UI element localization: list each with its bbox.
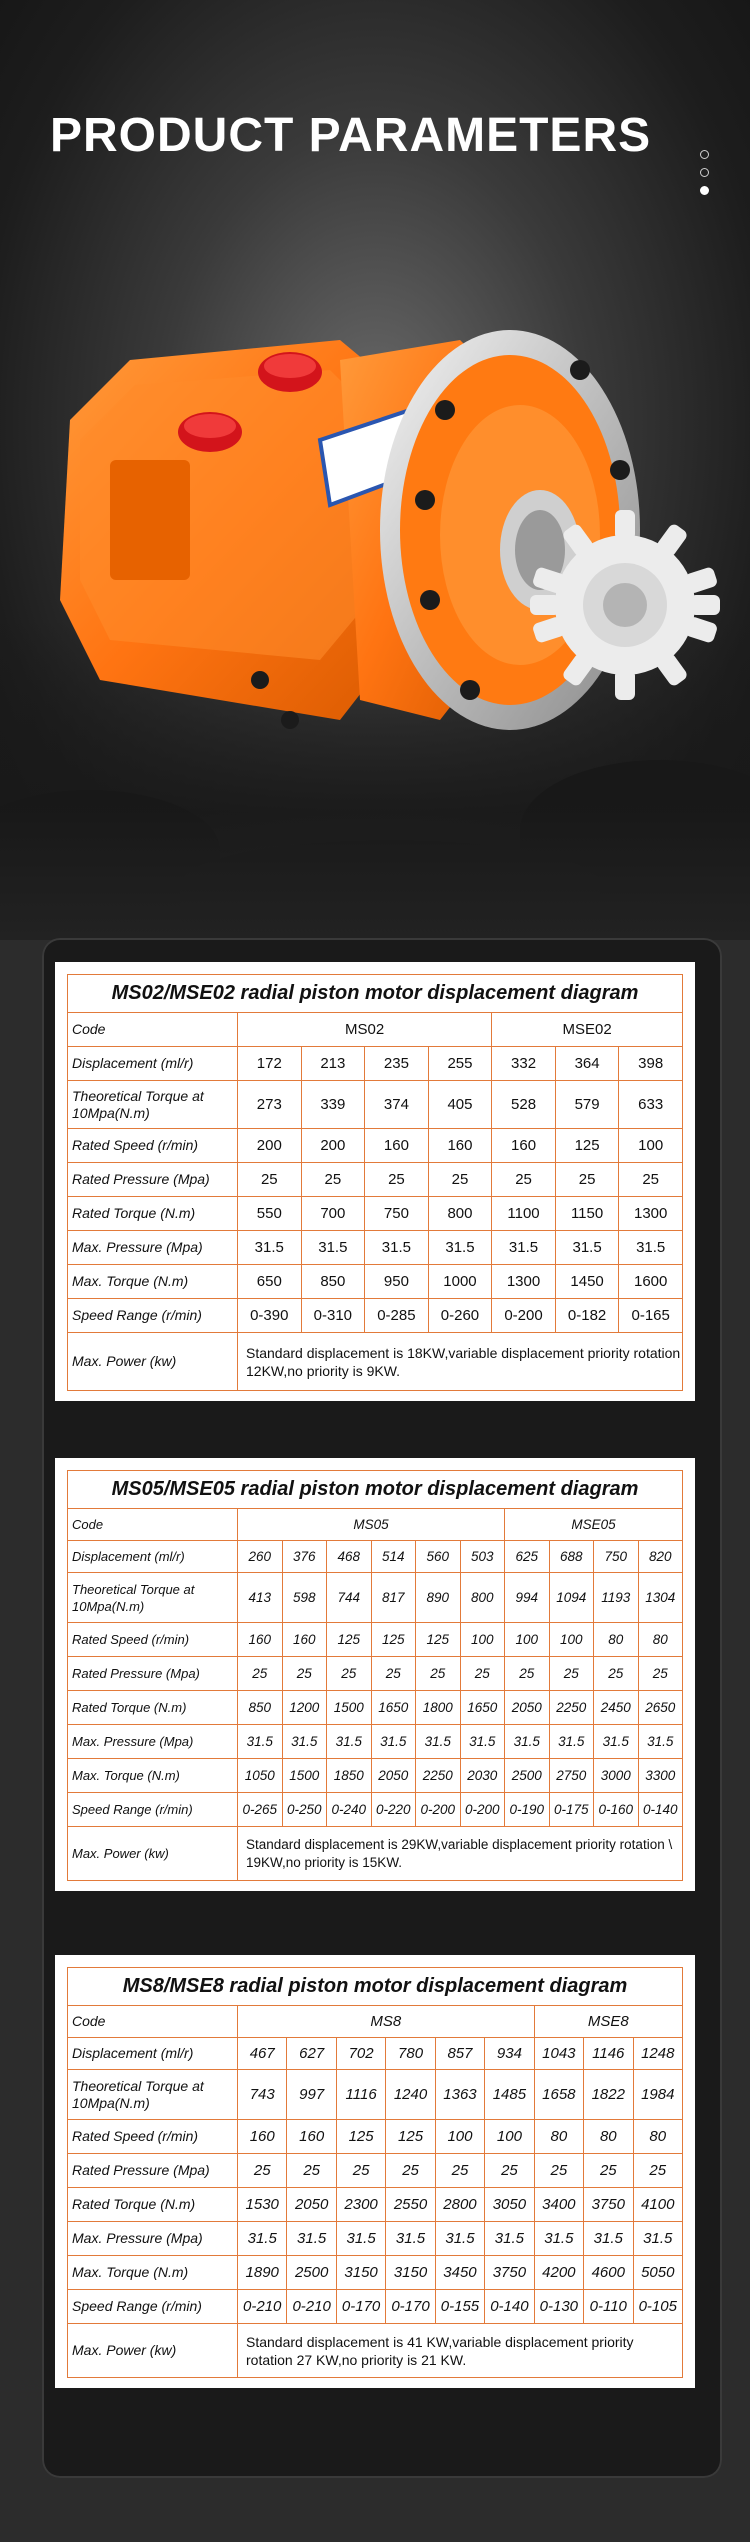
table-cell: 0-220 xyxy=(371,1793,416,1827)
row-label: Rated Torque (N.m) xyxy=(68,2188,238,2222)
table-cell: 579 xyxy=(555,1081,619,1129)
table-cell: 80 xyxy=(534,2120,583,2154)
spec-table xyxy=(67,2005,683,2378)
table-cell: 3050 xyxy=(485,2188,534,2222)
table-cell: 702 xyxy=(336,2038,385,2070)
table-cell: 31.5 xyxy=(238,2222,287,2256)
table-cell: 100 xyxy=(619,1129,683,1163)
table-cell: 405 xyxy=(428,1081,492,1129)
table-cell: 0-140 xyxy=(485,2290,534,2324)
table-cell: 25 xyxy=(238,2154,287,2188)
table-cell: 550 xyxy=(238,1197,302,1231)
table-cell: 2050 xyxy=(505,1691,550,1725)
table-cell: 80 xyxy=(633,2120,683,2154)
table-cell: 80 xyxy=(594,1623,639,1657)
table-cell: 1450 xyxy=(555,1265,619,1299)
table-cell: 0-310 xyxy=(301,1299,365,1333)
table-row xyxy=(68,2290,683,2324)
table-cell: 1200 xyxy=(282,1691,327,1725)
table-cell: 25 xyxy=(287,2154,336,2188)
table-cell: 850 xyxy=(238,1691,283,1725)
table-cell: 780 xyxy=(386,2038,435,2070)
table-cell: 160 xyxy=(238,1623,283,1657)
table-cell: 31.5 xyxy=(460,1725,505,1759)
row-label: Max. Power (kw) xyxy=(68,1333,238,1391)
table-cell: 0-170 xyxy=(386,2290,435,2324)
table-cell: 2250 xyxy=(416,1759,461,1793)
row-label: Theoretical Torque at 10Mpa(N.m) xyxy=(68,1573,238,1623)
model-group-header: MSE02 xyxy=(492,1013,683,1047)
table-cell: 25 xyxy=(238,1163,302,1197)
table-cell: 800 xyxy=(428,1197,492,1231)
table-cell: 160 xyxy=(282,1623,327,1657)
row-label: Code xyxy=(68,2006,238,2038)
table-cell: 160 xyxy=(365,1129,429,1163)
table-cell: 1248 xyxy=(633,2038,683,2070)
table-cell: 467 xyxy=(238,2038,287,2070)
table-cell: 31.5 xyxy=(638,1725,683,1759)
spec-table xyxy=(67,1012,683,1391)
table-cell: 31.5 xyxy=(534,2222,583,2256)
table-cell: 80 xyxy=(584,2120,633,2154)
table-cell: 31.5 xyxy=(549,1725,594,1759)
table-row xyxy=(68,2188,683,2222)
table-row xyxy=(68,1197,683,1231)
table-cell: 934 xyxy=(485,2038,534,2070)
card-title: MS02/MSE02 radial piston motor displacement diagram xyxy=(67,974,683,1012)
table-cell: 0-285 xyxy=(365,1299,429,1333)
carousel-dot-active[interactable] xyxy=(700,186,709,195)
table-cell: 994 xyxy=(505,1573,550,1623)
table-row xyxy=(68,1657,683,1691)
table-cell: 0-175 xyxy=(549,1793,594,1827)
table-cell: 0-200 xyxy=(460,1793,505,1827)
table-cell: 125 xyxy=(555,1129,619,1163)
table-cell: 468 xyxy=(327,1541,372,1573)
table-cell: 25 xyxy=(386,2154,435,2188)
table-cell: 3000 xyxy=(594,1759,639,1793)
table-cell: 1530 xyxy=(238,2188,287,2222)
table-cell: 0-170 xyxy=(336,2290,385,2324)
table-cell: 376 xyxy=(282,1541,327,1573)
table-cell: 2030 xyxy=(460,1759,505,1793)
table-cell: 1984 xyxy=(633,2070,683,2120)
table-cell: 255 xyxy=(428,1047,492,1081)
table-cell: 339 xyxy=(301,1081,365,1129)
table-cell: 0-182 xyxy=(555,1299,619,1333)
table-cell: 1300 xyxy=(492,1265,556,1299)
table-cell: 1150 xyxy=(555,1197,619,1231)
row-label: Max. Power (kw) xyxy=(68,2324,238,2378)
table-cell: 25 xyxy=(327,1657,372,1691)
table-cell: 3150 xyxy=(386,2256,435,2290)
table-cell: 25 xyxy=(594,1657,639,1691)
table-row xyxy=(68,1623,683,1657)
table-cell: 0-260 xyxy=(428,1299,492,1333)
table-cell: 1500 xyxy=(327,1691,372,1725)
table-cell: 31.5 xyxy=(633,2222,683,2256)
row-label: Max. Torque (N.m) xyxy=(68,2256,238,2290)
table-row xyxy=(68,2120,683,2154)
table-cell: 633 xyxy=(619,1081,683,1129)
row-label: Rated Pressure (Mpa) xyxy=(68,1657,238,1691)
table-row xyxy=(68,1573,683,1623)
row-label: Rated Speed (r/min) xyxy=(68,1623,238,1657)
table-cell: 25 xyxy=(460,1657,505,1691)
table-cell: 0-250 xyxy=(282,1793,327,1827)
table-cell: 1658 xyxy=(534,2070,583,2120)
table-cell: 1363 xyxy=(435,2070,484,2120)
table-cell: 890 xyxy=(416,1573,461,1623)
table-cell: 4200 xyxy=(534,2256,583,2290)
table-cell: 3750 xyxy=(584,2188,633,2222)
table-cell: 31.5 xyxy=(287,2222,336,2256)
model-group-header: MS05 xyxy=(238,1509,505,1541)
row-label: Speed Range (r/min) xyxy=(68,2290,238,2324)
table-cell: 31.5 xyxy=(336,2222,385,2256)
table-cell: 31.5 xyxy=(619,1231,683,1265)
table-cell: 125 xyxy=(327,1623,372,1657)
table-cell: 1240 xyxy=(386,2070,435,2120)
table-cell: 160 xyxy=(428,1129,492,1163)
model-group-header: MSE8 xyxy=(534,2006,682,2038)
carousel-dot[interactable] xyxy=(700,168,709,177)
table-cell: 743 xyxy=(238,2070,287,2120)
table-cell: 0-105 xyxy=(633,2290,683,2324)
table-cell: 364 xyxy=(555,1047,619,1081)
row-label: Rated Speed (r/min) xyxy=(68,2120,238,2154)
table-cell: 1043 xyxy=(534,2038,583,2070)
table-cell: 528 xyxy=(492,1081,556,1129)
row-label: Displacement (ml/r) xyxy=(68,1047,238,1081)
row-label: Code xyxy=(68,1013,238,1047)
table-cell: 744 xyxy=(327,1573,372,1623)
table-cell: 688 xyxy=(549,1541,594,1573)
table-cell: 0-200 xyxy=(416,1793,461,1827)
table-cell: 0-130 xyxy=(534,2290,583,2324)
table-cell: 1500 xyxy=(282,1759,327,1793)
table-cell: 5050 xyxy=(633,2256,683,2290)
table-cell: 100 xyxy=(485,2120,534,2154)
model-group-header: MS02 xyxy=(238,1013,492,1047)
table-row xyxy=(68,1541,683,1573)
table-row xyxy=(68,1333,683,1391)
row-label: Displacement (ml/r) xyxy=(68,1541,238,1573)
table-cell: 398 xyxy=(619,1047,683,1081)
table-cell: 560 xyxy=(416,1541,461,1573)
table-cell: 1304 xyxy=(638,1573,683,1623)
table-cell: 857 xyxy=(435,2038,484,2070)
table-cell: 125 xyxy=(386,2120,435,2154)
table-cell: 3300 xyxy=(638,1759,683,1793)
table-cell: 2050 xyxy=(287,2188,336,2222)
table-cell: 950 xyxy=(365,1265,429,1299)
table-cell: 1146 xyxy=(584,2038,633,2070)
row-label: Theoretical Torque at 10Mpa(N.m) xyxy=(68,1081,238,1129)
table-cell: 172 xyxy=(238,1047,302,1081)
table-cell: 25 xyxy=(428,1163,492,1197)
table-cell: 31.5 xyxy=(238,1231,302,1265)
table-cell: 413 xyxy=(238,1573,283,1623)
table-cell: 31.5 xyxy=(428,1231,492,1265)
table-cell: 1300 xyxy=(619,1197,683,1231)
table-cell: 650 xyxy=(238,1265,302,1299)
row-label: Speed Range (r/min) xyxy=(68,1299,238,1333)
table-cell: 25 xyxy=(365,1163,429,1197)
table-cell: 0-265 xyxy=(238,1793,283,1827)
table-cell: 25 xyxy=(619,1163,683,1197)
row-label: Code xyxy=(68,1509,238,1541)
spec-card xyxy=(55,1458,695,1891)
table-cell: 125 xyxy=(416,1623,461,1657)
table-cell: 0-160 xyxy=(594,1793,639,1827)
table-cell: 200 xyxy=(301,1129,365,1163)
table-cell: 0-165 xyxy=(619,1299,683,1333)
table-cell: 125 xyxy=(371,1623,416,1657)
table-cell: 31.5 xyxy=(301,1231,365,1265)
table-cell: 25 xyxy=(416,1657,461,1691)
table-cell: 125 xyxy=(336,2120,385,2154)
table-cell: 3400 xyxy=(534,2188,583,2222)
table-cell: 25 xyxy=(435,2154,484,2188)
hydraulic-motor-image xyxy=(40,300,720,820)
row-label: Speed Range (r/min) xyxy=(68,1793,238,1827)
table-cell: 1000 xyxy=(428,1265,492,1299)
table-cell: 25 xyxy=(301,1163,365,1197)
table-cell: 1116 xyxy=(336,2070,385,2120)
table-cell: 1822 xyxy=(584,2070,633,2120)
table-row xyxy=(68,1725,683,1759)
table-cell: 0-240 xyxy=(327,1793,372,1827)
table-cell: 800 xyxy=(460,1573,505,1623)
table-cell: 25 xyxy=(555,1163,619,1197)
table-row xyxy=(68,2256,683,2290)
hero-banner xyxy=(0,0,750,940)
table-cell: 31.5 xyxy=(485,2222,534,2256)
table-row xyxy=(68,2038,683,2070)
table-row xyxy=(68,1827,683,1881)
table-cell: 1850 xyxy=(327,1759,372,1793)
table-cell: 1800 xyxy=(416,1691,461,1725)
table-cell: 0-190 xyxy=(505,1793,550,1827)
row-label: Rated Torque (N.m) xyxy=(68,1691,238,1725)
table-cell: 332 xyxy=(492,1047,556,1081)
table-row xyxy=(68,1047,683,1081)
table-cell: 1193 xyxy=(594,1573,639,1623)
page-title: PRODUCT PARAMETERS xyxy=(50,109,652,162)
carousel-dot[interactable] xyxy=(700,150,709,159)
spec-table xyxy=(67,1508,683,1881)
table-cell: 100 xyxy=(435,2120,484,2154)
table-cell: 700 xyxy=(301,1197,365,1231)
table-cell: 0-390 xyxy=(238,1299,302,1333)
table-row xyxy=(68,1759,683,1793)
table-cell: 2500 xyxy=(287,2256,336,2290)
table-cell: 25 xyxy=(638,1657,683,1691)
carousel-dots xyxy=(700,150,712,204)
table-cell: 235 xyxy=(365,1047,429,1081)
table-cell: 31.5 xyxy=(584,2222,633,2256)
table-cell: 2650 xyxy=(638,1691,683,1725)
table-cell: 1600 xyxy=(619,1265,683,1299)
table-cell: 0-210 xyxy=(287,2290,336,2324)
table-cell: 31.5 xyxy=(594,1725,639,1759)
row-label: Max. Pressure (Mpa) xyxy=(68,1725,238,1759)
row-label: Max. Pressure (Mpa) xyxy=(68,1231,238,1265)
table-cell: 4600 xyxy=(584,2256,633,2290)
table-cell: 200 xyxy=(238,1129,302,1163)
table-cell: 2750 xyxy=(549,1759,594,1793)
table-cell: 273 xyxy=(238,1081,302,1129)
table-row xyxy=(68,1231,683,1265)
table-cell: 31.5 xyxy=(371,1725,416,1759)
table-row xyxy=(68,1793,683,1827)
table-cell: 817 xyxy=(371,1573,416,1623)
table-row xyxy=(68,2222,683,2256)
spec-card xyxy=(55,962,695,1401)
table-row xyxy=(68,2154,683,2188)
table-row xyxy=(68,2324,683,2378)
table-cell: 80 xyxy=(638,1623,683,1657)
table-cell: 2500 xyxy=(505,1759,550,1793)
table-cell: 100 xyxy=(460,1623,505,1657)
table-cell: 25 xyxy=(282,1657,327,1691)
table-row xyxy=(68,1081,683,1129)
table-cell: 598 xyxy=(282,1573,327,1623)
table-cell: 31.5 xyxy=(435,2222,484,2256)
row-label: Rated Speed (r/min) xyxy=(68,1129,238,1163)
table-cell: 625 xyxy=(505,1541,550,1573)
table-cell: 25 xyxy=(238,1657,283,1691)
table-row xyxy=(68,2006,683,2038)
table-cell: 2050 xyxy=(371,1759,416,1793)
table-cell: 31.5 xyxy=(416,1725,461,1759)
table-row xyxy=(68,1691,683,1725)
table-cell: 25 xyxy=(549,1657,594,1691)
table-cell: 2250 xyxy=(549,1691,594,1725)
row-label: Rated Pressure (Mpa) xyxy=(68,1163,238,1197)
card-title: MS05/MSE05 radial piston motor displacement diagram xyxy=(67,1470,683,1508)
table-cell: 374 xyxy=(365,1081,429,1129)
table-cell: 25 xyxy=(505,1657,550,1691)
table-cell: 2800 xyxy=(435,2188,484,2222)
table-cell: 4100 xyxy=(633,2188,683,2222)
table-cell: 25 xyxy=(492,1163,556,1197)
table-cell: 0-155 xyxy=(435,2290,484,2324)
table-cell: 31.5 xyxy=(492,1231,556,1265)
table-cell: 2450 xyxy=(594,1691,639,1725)
table-cell: 1650 xyxy=(460,1691,505,1725)
table-row xyxy=(68,1163,683,1197)
row-label: Rated Torque (N.m) xyxy=(68,1197,238,1231)
table-cell: 25 xyxy=(584,2154,633,2188)
table-cell: 31.5 xyxy=(327,1725,372,1759)
power-note: Standard displacement is 18KW,variable displacement priority rotation 12KW,no priority is 9KW. xyxy=(238,1333,683,1391)
row-label: Max. Torque (N.m) xyxy=(68,1265,238,1299)
table-cell: 1050 xyxy=(238,1759,283,1793)
table-cell: 31.5 xyxy=(555,1231,619,1265)
table-cell: 850 xyxy=(301,1265,365,1299)
spec-card xyxy=(55,1955,695,2388)
table-cell: 100 xyxy=(549,1623,594,1657)
table-row xyxy=(68,1509,683,1541)
row-label: Max. Torque (N.m) xyxy=(68,1759,238,1793)
card-title: MS8/MSE8 radial piston motor displacement diagram xyxy=(67,1967,683,2005)
table-cell: 997 xyxy=(287,2070,336,2120)
table-cell: 503 xyxy=(460,1541,505,1573)
row-label: Theoretical Torque at 10Mpa(N.m) xyxy=(68,2070,238,2120)
table-cell: 0-110 xyxy=(584,2290,633,2324)
table-cell: 3150 xyxy=(336,2256,385,2290)
table-cell: 25 xyxy=(371,1657,416,1691)
table-cell: 514 xyxy=(371,1541,416,1573)
table-cell: 627 xyxy=(287,2038,336,2070)
table-cell: 2300 xyxy=(336,2188,385,2222)
table-cell: 1485 xyxy=(485,2070,534,2120)
table-cell: 1650 xyxy=(371,1691,416,1725)
table-row xyxy=(68,1129,683,1163)
table-cell: 0-200 xyxy=(492,1299,556,1333)
row-label: Rated Pressure (Mpa) xyxy=(68,2154,238,2188)
table-cell: 100 xyxy=(505,1623,550,1657)
table-cell: 160 xyxy=(238,2120,287,2154)
table-row xyxy=(68,2070,683,2120)
table-cell: 25 xyxy=(336,2154,385,2188)
table-cell: 3750 xyxy=(485,2256,534,2290)
table-cell: 3450 xyxy=(435,2256,484,2290)
model-group-header: MS8 xyxy=(238,2006,535,2038)
table-cell: 0-210 xyxy=(238,2290,287,2324)
power-note: Standard displacement is 29KW,variable displacement priority rotation \ 19KW,no priority is 15KW. xyxy=(238,1827,683,1881)
table-cell: 820 xyxy=(638,1541,683,1573)
table-cell: 260 xyxy=(238,1541,283,1573)
table-cell: 1100 xyxy=(492,1197,556,1231)
table-cell: 2550 xyxy=(386,2188,435,2222)
table-cell: 25 xyxy=(534,2154,583,2188)
table-cell: 0-140 xyxy=(638,1793,683,1827)
row-label: Displacement (ml/r) xyxy=(68,2038,238,2070)
table-cell: 213 xyxy=(301,1047,365,1081)
table-cell: 750 xyxy=(365,1197,429,1231)
table-cell: 25 xyxy=(485,2154,534,2188)
row-label: Max. Power (kw) xyxy=(68,1827,238,1881)
table-cell: 31.5 xyxy=(282,1725,327,1759)
table-cell: 31.5 xyxy=(365,1231,429,1265)
table-cell: 1890 xyxy=(238,2256,287,2290)
table-cell: 31.5 xyxy=(238,1725,283,1759)
table-cell: 750 xyxy=(594,1541,639,1573)
table-cell: 31.5 xyxy=(386,2222,435,2256)
table-cell: 31.5 xyxy=(505,1725,550,1759)
table-cell: 160 xyxy=(492,1129,556,1163)
table-cell: 25 xyxy=(633,2154,683,2188)
table-row xyxy=(68,1013,683,1047)
row-label: Max. Pressure (Mpa) xyxy=(68,2222,238,2256)
table-cell: 1094 xyxy=(549,1573,594,1623)
model-group-header: MSE05 xyxy=(505,1509,683,1541)
table-row xyxy=(68,1299,683,1333)
power-note: Standard displacement is 41 KW,variable displacement priority rotation 27 KW,no priority is 21 KW. xyxy=(238,2324,683,2378)
table-row xyxy=(68,1265,683,1299)
table-cell: 160 xyxy=(287,2120,336,2154)
